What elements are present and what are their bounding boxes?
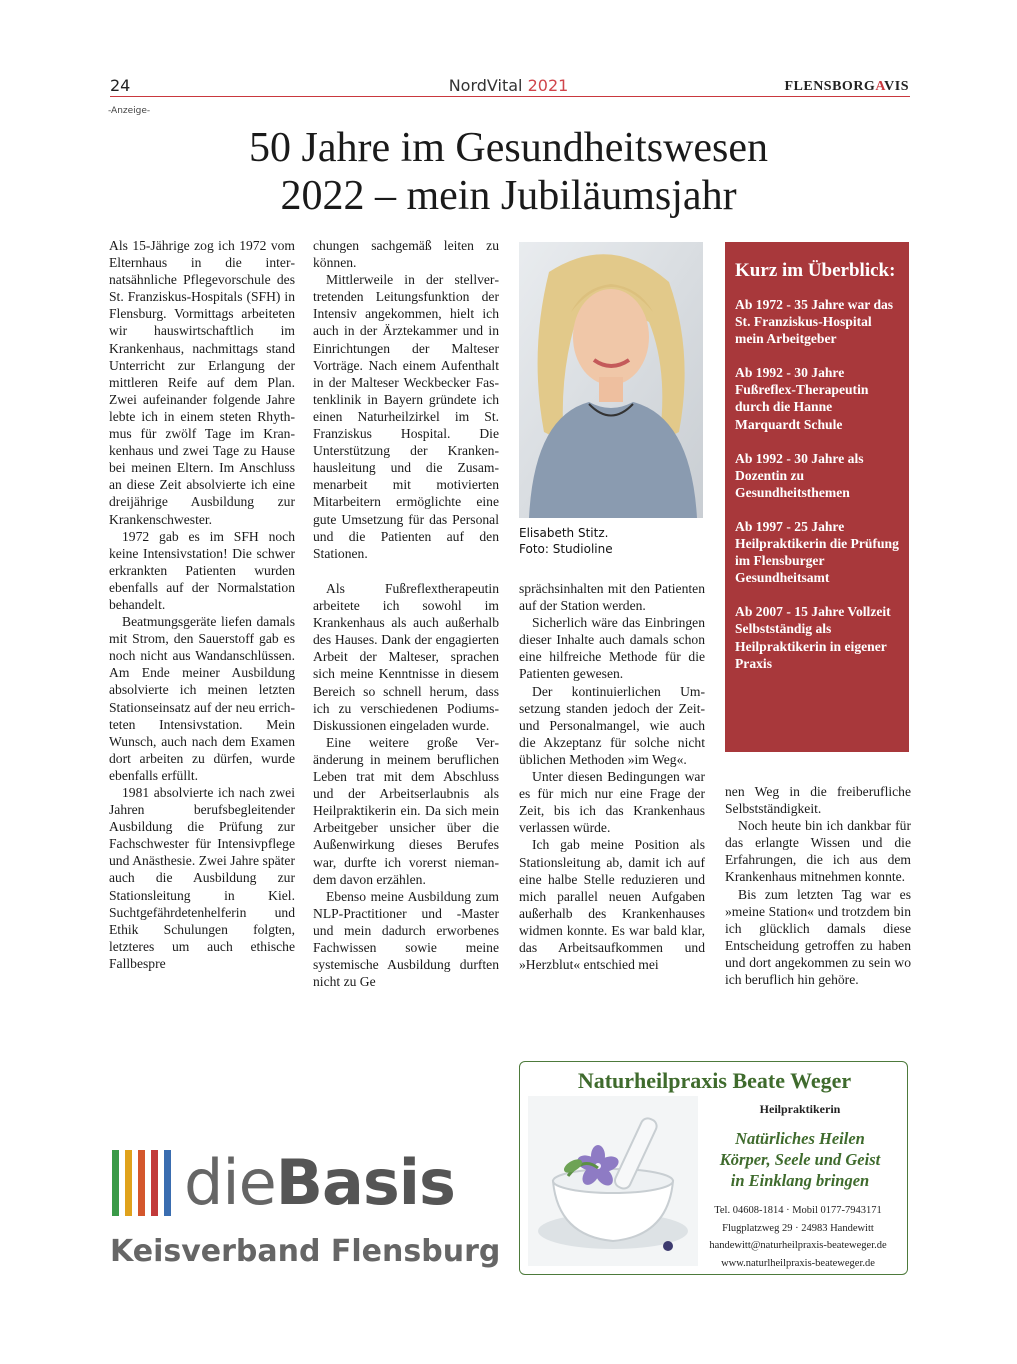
article-column-3 (519, 580, 705, 973)
overview-item: Ab 1997 - 25 Jahre Heilpraktikerin die Prüfung im Flensburger Gesundheitsamt (735, 518, 899, 586)
paragraph: 1972 gab es im SFH noch keine Intensivstation! Die schwer erkrankten Patienten wurden ebenfalls auf der Normalstation behandelt. (109, 528, 295, 612)
newspaper-logo (784, 79, 909, 95)
photo-caption (519, 525, 613, 557)
logo-word-light: die (184, 1146, 276, 1219)
overview-item: Ab 1972 - 35 Jahre war das St. Franziskus-Hospital mein Arbeitgeber (735, 297, 894, 347)
diebasis-logo (110, 1148, 510, 1278)
paragraph: Als Fußreflextherapeutin arbeitete ich sowohl im Krankenhaus als auch außerhalb des Hauses. Dank der engagierten Arbeit der Malteser, sprachen sich meine Kenntnisse in diesem Bereich so schnell herum, dass ich zu verschiedenen Podiums-Diskussionen eingeladen wurde. (313, 581, 499, 733)
ad-slogan-line: Natürliches Heilen (735, 1129, 865, 1148)
ad-phone: Tel. 04608-1814 · Mobil 0177-7943171 (714, 1205, 882, 1216)
overview-item: Ab 2007 - 15 Jahre Vollzeit Selbstständig als Heilpraktikerin in eigener Praxis (735, 604, 891, 671)
paragraph: nen Weg in die freiberufliche Selbstständigkeit. (725, 784, 911, 817)
ad-address: Flugplatzweg 29 · 24983 Handewitt (722, 1222, 874, 1234)
ad-title: Naturheilpraxis Beate Weger (577, 1068, 852, 1093)
article-column-1 (109, 237, 295, 972)
paragraph: Der kontinuierlichen Umsetzung standen jedoch der Zeit- und Personalmangel, wie auch die Akzeptanz für solche nicht üblichen Methoden »im Weg«. (519, 683, 705, 767)
paragraph: Unter diesen Bedingungen war es für mich nur eine Frage der Zeit, bis ich das Krankenhaus verlassen würde. (519, 769, 705, 836)
paragraph: 1981 absolvierte ich nach zwei Jahren berufsbegleitender Ausbildung die Prüfung zur Fachschwester für Intensivpflege und Anästhesie. Zwei Jahre später auch die Ausbildung zur Stationsleitung in Kiel. Suchtgefährdetenhelferin und Ethik Schulungen folgten, letzteres um auch ethische Fallbespre (109, 785, 295, 971)
overview-title: Kurz im Überblick: (735, 260, 896, 281)
ad-subtitle: Heilpraktikerin (759, 1102, 841, 1116)
magazine-title: NordVital (448, 76, 523, 95)
article-title-line2: 2022 – mein Jubiläumsjahr (280, 173, 737, 219)
paragraph: chungen sachgemäß leiten zu können. (313, 238, 499, 271)
header-rule (110, 96, 910, 97)
caption-credit: Foto: Studioline (519, 542, 613, 556)
ad-slogan (700, 1128, 900, 1191)
paragraph: Noch heute bin ich dankbar für das erlangte Wissen und die Erfahrungen, die ich aus dem Krankenhaus mitnehmen konnte. (725, 818, 911, 885)
paragraph: Ebenso meine Ausbildung zum NLP-Practitioner und -Master und mein dadurch erworbenes Fachwissen sowie meine systemische Ausbildung durften nicht zu Ge (313, 888, 499, 990)
paragraph: Sicherlich wäre das Einbringen dieser Inhalte auch damals schon eine hilfreiche Methode für die Patienten gewesen. (519, 615, 705, 682)
naturopath-ad (519, 1061, 908, 1275)
article-column-2-lower (313, 580, 499, 990)
paragraph: Bis zum letzten Tag war es »meine Station« und trotzdem bin ich glücklich damals diese Entscheidung getroffen zu haben und dort angekommen zu sein wo ich beruflich hin gehöre. (725, 886, 911, 988)
logo-subtitle: Keisverband Flensburg (110, 1234, 501, 1269)
ad-website[interactable]: www.naturlheilpraxis-beateweger.de (721, 1257, 875, 1269)
paragraph: Eine weitere große Veränderung in meinem beruflichen Leben trat mit dem Abschluss und der Arbeitserlaubnis als Heilpraktikerin ein. Da sich mein Arbeitgeber unsicher über die Außenwirkung dieses Berufes war, durfte ich vorerst niemandem davon erzählen. (313, 734, 499, 887)
magazine-year: 2021 (527, 76, 569, 95)
caption-name: Elisabeth Stitz. (519, 526, 609, 540)
newspaper-logo-part1: FLENSBORG (784, 79, 876, 94)
logo-wordmark (184, 1148, 455, 1218)
article-column-2 (313, 237, 499, 562)
page-number: 24 (110, 76, 131, 95)
newspaper-logo-part2: VIS (884, 79, 909, 94)
ad-slogan-line: in Einklang bringen (730, 1171, 870, 1190)
portrait-photo (519, 242, 703, 518)
logo-word-bold: Basis (275, 1146, 455, 1219)
paragraph: Beatmungsgeräte liefen damals mit Strom, den Sauerstoff gab es noch nicht aus Wandanschlüssen. Am Ende meiner Ausbildung absolvierte ich meinen letzten Stationseinsatz auf der neu errichteten Intensivstation. Mein Wunsch, auch nach dem Examen dort arbeiten zu dürfen, wurde ebenfalls erfüllt. (109, 614, 295, 783)
color-bars-icon (110, 1150, 174, 1216)
newspaper-logo-a: A (875, 79, 885, 94)
paragraph: Als 15-Jährige zog ich 1972 vom Elternhaus in die internatsähnliche Pflegevorschule des St. Franziskus-Hospitals (SFH) in Flensburg. Vormittags arbeiteten wir hauswirtschaftlich im Krankenhaus, nachmittags stand Unterricht zur Erlangung der mittleren Reife auf dem Plan. Zwei aufeinander folgende Jahre lebte ich in einem steten Rhythmus für zwölf Tage im Krankenhaus und zwei Tage zu Hause bei meinen Eltern. Im Anschluss an diese Zeit absolvierte ich eine dreijährige Ausbildung zur Krankenschwester. (109, 238, 295, 527)
article-column-4 (725, 783, 911, 988)
ad-email[interactable]: handewitt@naturheilpraxis-beateweger.de (709, 1240, 887, 1251)
ad-slogan-line: Körper, Seele und Geist (719, 1150, 881, 1169)
overview-box (725, 242, 909, 752)
mortar-flower-image (528, 1096, 698, 1266)
paragraph: sprächsinhalten mit den Patienten auf der Station werden. (519, 581, 705, 614)
overview-item: Ab 1992 - 30 Jahre als Dozentin zu Gesundheitsthemen (735, 450, 864, 500)
advertisement-label: -Anzeige- (108, 106, 151, 116)
article-title-line1: 50 Jahre im Gesundheitswesen (248, 125, 769, 171)
paragraph: Ich gab meine Position als Stationsleitung ab, damit ich auf eine halbe Stelle reduzieren und mich parallel neuen Aufgaben außerhalb des Krankenhauses widmen konnte. Es war bald klar, das Arbeitsaufkommen und »Herzblut« entschied mei (519, 837, 705, 973)
overview-item: Ab 1992 - 30 Jahre Fußreflex-Therapeutin durch die Hanne Marquardt Schule (735, 365, 869, 432)
ad-contact (692, 1202, 904, 1272)
paragraph: Mittlerweile in der stellvertretenden Leitungsfunktion der Intensiv angekommen, hielt ich auch in der Ärztekammer und in Einrichtungen der Malteser Vorträge. Nach einem Aufenthalt in der Malteser Weckbecker Fastenklinik in Bayern gründete ich einen Naturheilzirkel im St. Franziskus Hospital. Die Unterstützung der Krankenhausleitung und die Zusammenarbeit mit motivierten Mitarbeitern ermöglichte eine gute Umsetzung für das Personal und die Patienten auf den Stationen. (313, 272, 499, 561)
